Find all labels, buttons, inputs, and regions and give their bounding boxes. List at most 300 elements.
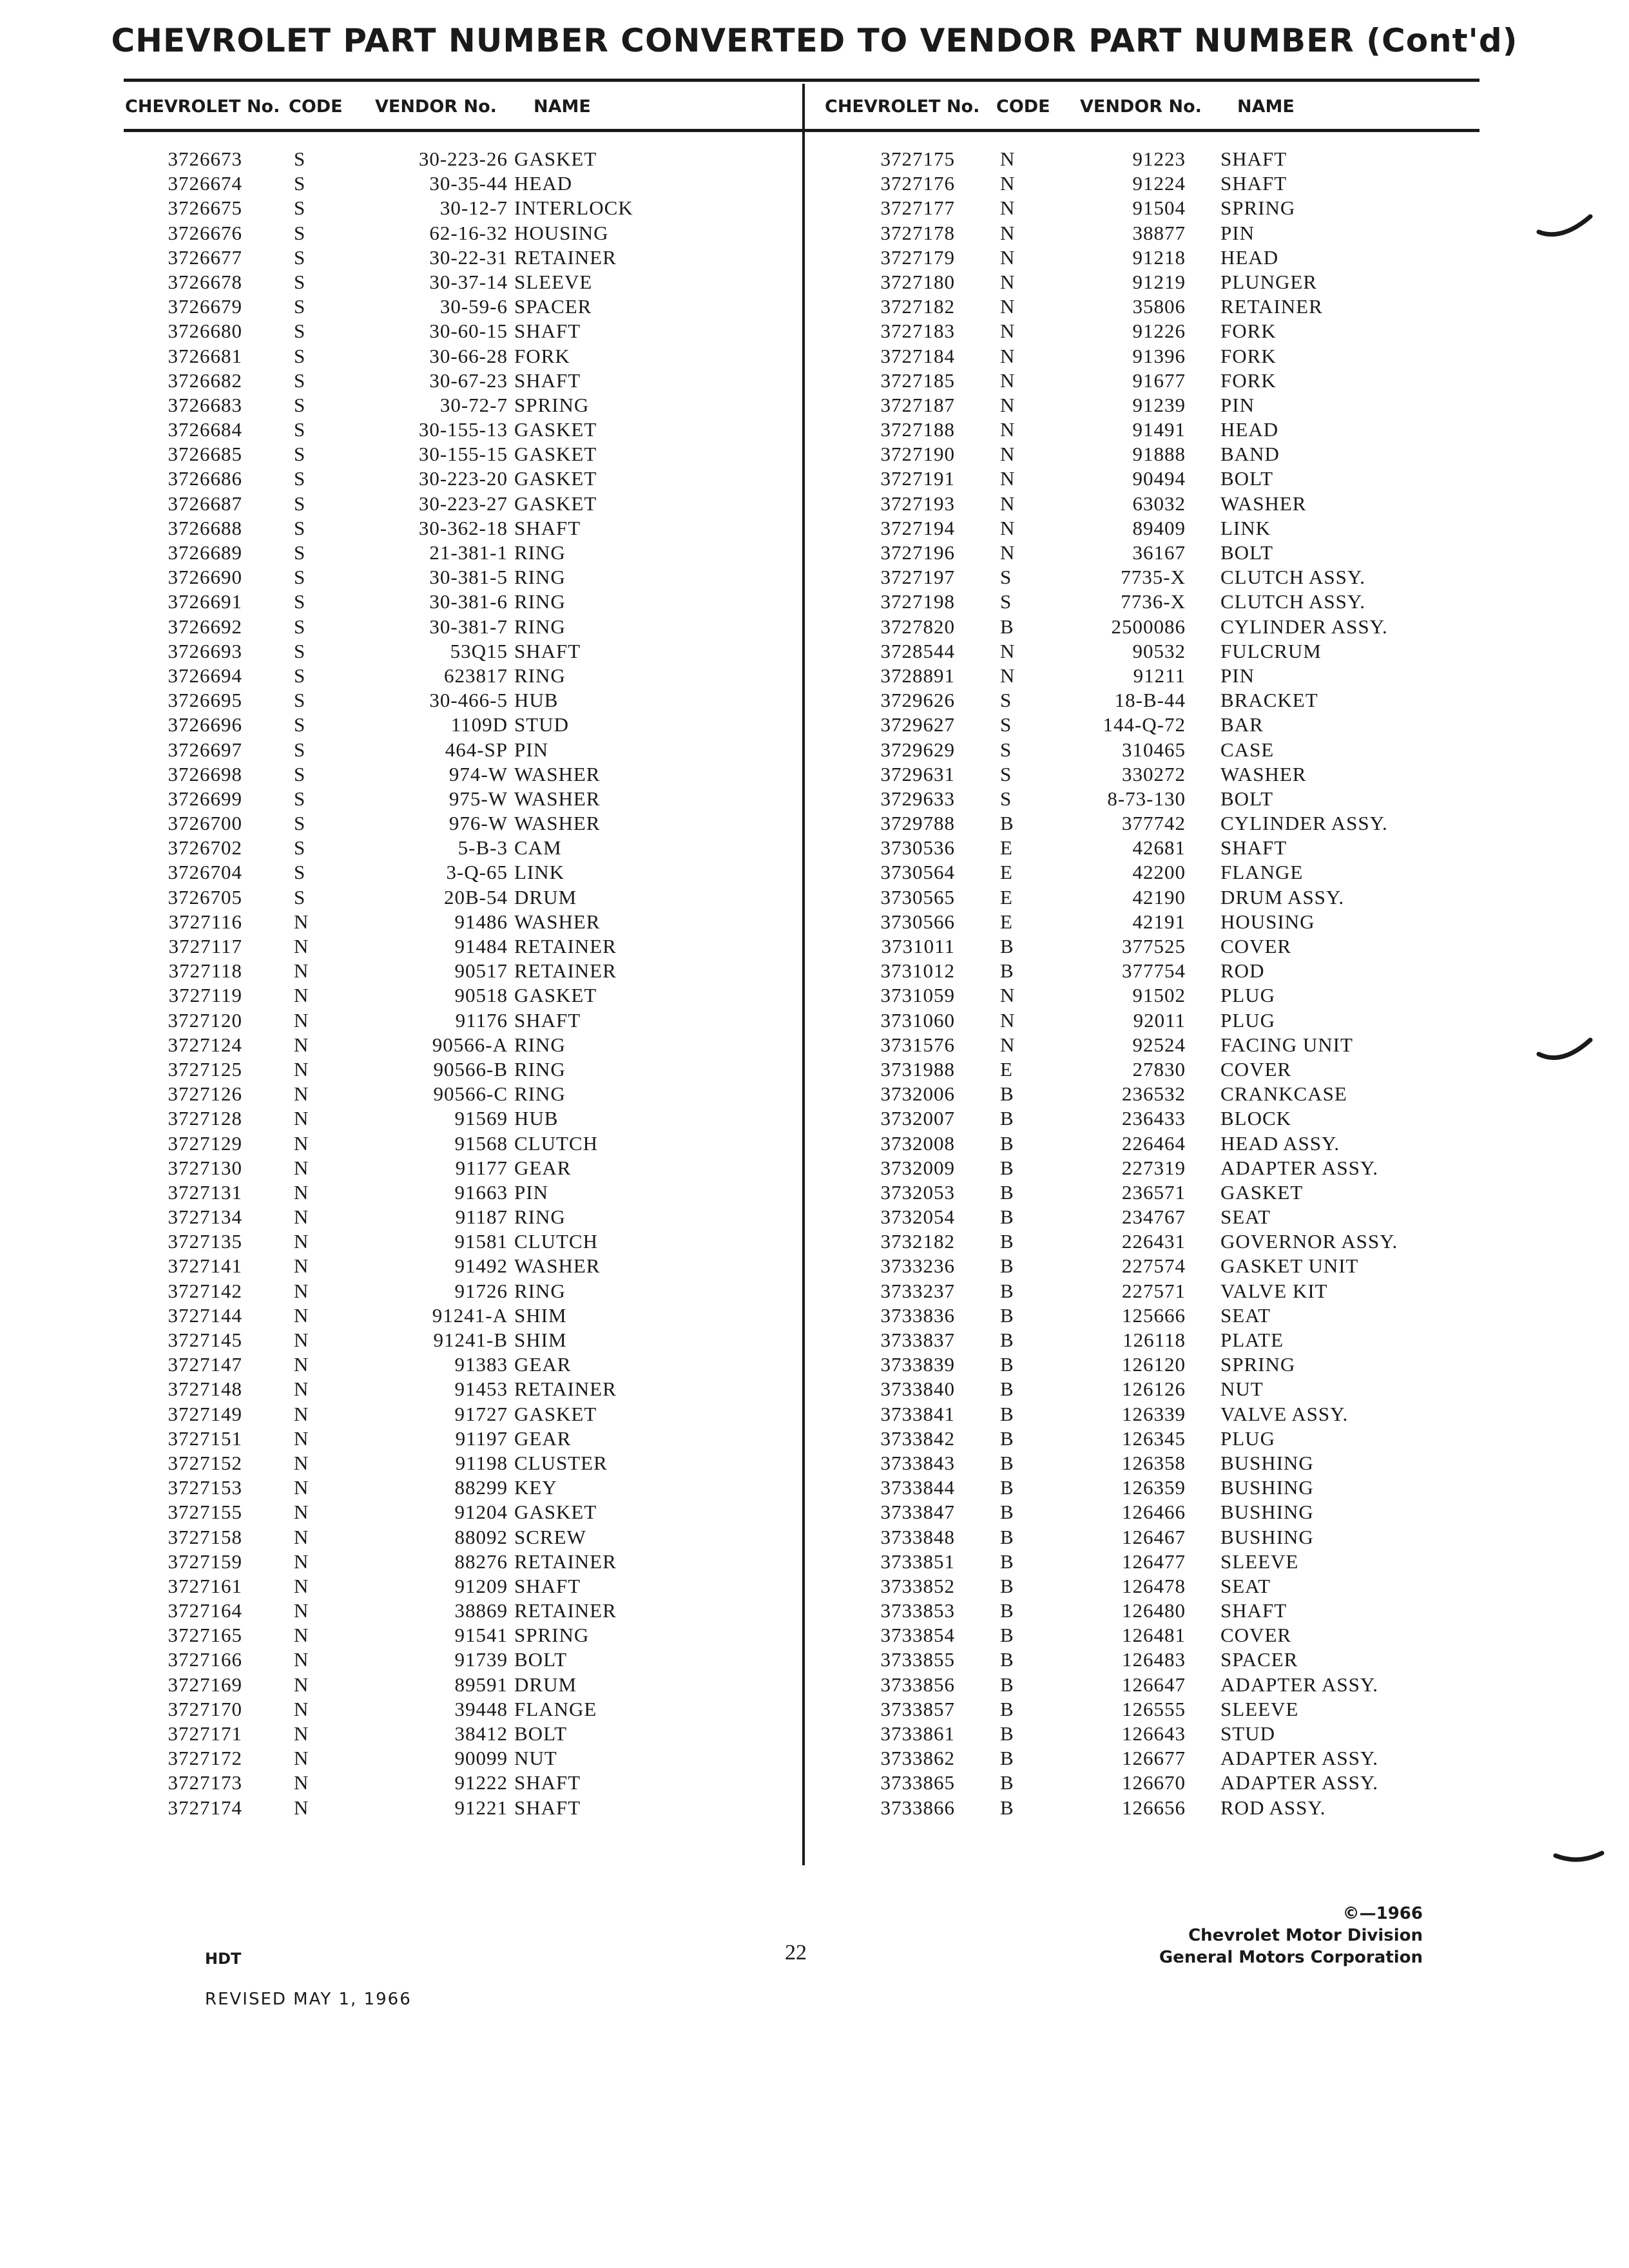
part-name-cell: BUSHING (1220, 1476, 1314, 1499)
table-row (0, 418, 1629, 442)
chevrolet-number-cell: 3732006 (880, 1082, 955, 1106)
code-cell: N (294, 959, 309, 983)
chevrolet-number-cell: 3726682 (168, 369, 242, 392)
part-name-cell: PLUG (1220, 984, 1275, 1007)
chevrolet-number-cell: 3732053 (880, 1180, 955, 1204)
code-cell: N (294, 1599, 309, 1622)
code-cell: S (294, 689, 306, 712)
vendor-number-cell: 91204 (454, 1501, 508, 1524)
vendor-number-cell: 42681 (1132, 836, 1186, 860)
part-name-cell: ADAPTER ASSY. (1220, 1747, 1379, 1770)
table-row (0, 171, 1629, 196)
table-row (0, 811, 1629, 836)
part-name-cell: RING (514, 1206, 566, 1229)
table-row (0, 1229, 1629, 1254)
code-cell: N (1000, 984, 1016, 1007)
code-cell: N (294, 1131, 309, 1155)
vendor-number-cell: 91491 (1132, 418, 1186, 441)
part-name-cell: PLUG (1220, 1427, 1275, 1450)
table-row (0, 762, 1629, 787)
part-name-cell: RING (514, 664, 566, 687)
vendor-number-cell: 90517 (454, 959, 508, 983)
code-cell: N (294, 1107, 309, 1130)
part-name-cell: PIN (1220, 664, 1255, 687)
header-chevrolet-no-left: CHEVROLET No. (125, 97, 280, 117)
vendor-number-cell: 38412 (454, 1722, 508, 1745)
part-name-cell: CRANKCASE (1220, 1082, 1347, 1106)
vendor-number-cell: 90566-C (433, 1082, 508, 1106)
part-name-cell: PIN (1220, 393, 1255, 416)
page-title: CHEVROLET PART NUMBER CONVERTED TO VENDOR PART NUMBER (Cont'd) (111, 22, 1518, 59)
table-row (0, 466, 1629, 491)
part-name-cell: WASHER (514, 1254, 601, 1278)
part-name-cell: HEAD ASSY. (1220, 1131, 1340, 1155)
chevrolet-number-cell: 3726680 (168, 320, 242, 343)
vendor-number-cell: 30-35-44 (429, 172, 508, 195)
chevrolet-number-cell: 3727147 (168, 1353, 242, 1376)
chevrolet-number-cell: 3727182 (880, 295, 955, 318)
code-cell: S (294, 738, 306, 761)
vendor-number-cell: 377742 (1122, 812, 1186, 835)
vendor-number-cell: 42190 (1132, 885, 1186, 908)
vendor-number-cell: 91226 (1132, 320, 1186, 343)
table-row (0, 1303, 1629, 1328)
chevrolet-number-cell: 3727187 (880, 393, 955, 416)
part-name-cell: PLATE (1220, 1329, 1284, 1351)
code-cell: N (294, 1254, 309, 1278)
vendor-number-cell: 27830 (1132, 1057, 1186, 1081)
header-code-left: CODE (289, 97, 343, 117)
part-name-cell: WASHER (514, 787, 601, 810)
corporation: General Motors Corporation (1159, 1948, 1423, 1967)
part-name-cell: COVER (1220, 935, 1292, 957)
table-row (0, 664, 1629, 688)
code-cell: S (294, 885, 306, 908)
vendor-number-cell: 90518 (454, 984, 508, 1007)
table-row (0, 1254, 1629, 1278)
part-name-cell: HUB (514, 1107, 559, 1130)
chevrolet-number-cell: 3727172 (168, 1747, 242, 1770)
chevrolet-number-cell: 3727196 (880, 541, 955, 564)
chevrolet-number-cell: 3732182 (880, 1230, 955, 1253)
vendor-number-cell: 30-362-18 (418, 516, 508, 539)
chevrolet-number-cell: 3733852 (880, 1574, 955, 1597)
code-cell: S (294, 812, 306, 835)
part-name-cell: RETAINER (514, 245, 617, 269)
revised-date: REVISED MAY 1, 1966 (205, 1990, 412, 2009)
vendor-number-cell: 623817 (444, 664, 508, 687)
division: Chevrolet Motor Division (1188, 1926, 1423, 1945)
vendor-number-cell: 126677 (1122, 1747, 1186, 1770)
vendor-number-cell: 126483 (1122, 1648, 1186, 1671)
vendor-number-cell: 8-73-130 (1107, 787, 1186, 810)
table-row (0, 959, 1629, 983)
table-row (0, 1328, 1629, 1352)
part-name-cell: SEAT (1220, 1303, 1271, 1327)
code-cell: B (1000, 1574, 1014, 1597)
table-row (0, 836, 1629, 860)
part-name-cell: SHIM (514, 1329, 567, 1351)
table-row (0, 1451, 1629, 1475)
code-cell: S (294, 516, 306, 539)
code-cell: N (294, 1329, 309, 1351)
vendor-number-cell: 126126 (1122, 1378, 1186, 1401)
code-cell: S (294, 197, 306, 220)
chevrolet-number-cell: 3730566 (880, 910, 955, 933)
part-name-cell: RETAINER (514, 1550, 617, 1573)
chevrolet-number-cell: 3730565 (880, 885, 955, 908)
table-row (0, 787, 1629, 811)
chevrolet-number-cell: 3727174 (168, 1796, 242, 1819)
vendor-number-cell: 91453 (454, 1378, 508, 1401)
part-name-cell: GASKET (514, 984, 597, 1007)
vendor-number-cell: 126478 (1122, 1574, 1186, 1597)
part-name-cell: VALVE ASSY. (1220, 1402, 1349, 1425)
vendor-number-cell: 88092 (454, 1525, 508, 1548)
part-name-cell: BOLT (514, 1648, 568, 1671)
code-cell: S (294, 762, 306, 785)
chevrolet-number-cell: 3727194 (880, 516, 955, 539)
vendor-number-cell: 227574 (1122, 1254, 1186, 1278)
vendor-number-cell: 126643 (1122, 1722, 1186, 1745)
code-cell: N (294, 1624, 309, 1647)
chevrolet-number-cell: 3727151 (168, 1427, 242, 1450)
part-name-cell: BUSHING (1220, 1525, 1314, 1548)
chevrolet-number-cell: 3733847 (880, 1501, 955, 1524)
code-cell: N (294, 1230, 309, 1253)
chevrolet-number-cell: 3733236 (880, 1254, 955, 1278)
code-cell: S (294, 369, 306, 392)
code-cell: N (294, 1771, 309, 1794)
vendor-number-cell: 91221 (454, 1796, 508, 1819)
vendor-number-cell: 30-381-5 (429, 566, 508, 589)
chevrolet-number-cell: 3726687 (168, 492, 242, 515)
vendor-number-cell: 126345 (1122, 1427, 1186, 1450)
vendor-number-cell: 30-155-13 (418, 418, 508, 441)
vendor-number-cell: 90494 (1132, 467, 1186, 490)
chevrolet-number-cell: 3733865 (880, 1771, 955, 1794)
part-name-cell: GASKET (514, 467, 597, 490)
code-cell: N (294, 1206, 309, 1229)
code-cell: S (294, 664, 306, 687)
chevrolet-number-cell: 3729626 (880, 689, 955, 712)
code-cell: B (1000, 1747, 1014, 1770)
chevrolet-number-cell: 3727155 (168, 1501, 242, 1524)
chevrolet-number-cell: 3727165 (168, 1624, 242, 1647)
chevrolet-number-cell: 3732054 (880, 1206, 955, 1229)
check-mark-icon (1536, 213, 1594, 245)
code-cell: N (1000, 467, 1016, 490)
part-name-cell: RETAINER (514, 935, 617, 957)
code-cell: N (1000, 418, 1016, 441)
part-name-cell: SHIM (514, 1303, 567, 1327)
vendor-number-cell: 30-223-26 (418, 148, 508, 170)
part-name-cell: FORK (1220, 344, 1277, 367)
table-row (0, 442, 1629, 466)
vendor-number-cell: 975-W (448, 787, 508, 810)
vendor-number-cell: 310465 (1122, 738, 1186, 761)
table-row (0, 1352, 1629, 1377)
header-rule (124, 129, 1480, 132)
vendor-number-cell: 236532 (1122, 1082, 1186, 1106)
code-cell: B (1000, 1599, 1014, 1622)
vendor-number-cell: 126647 (1122, 1673, 1186, 1696)
code-cell: S (1000, 713, 1012, 736)
code-cell: N (294, 1451, 309, 1474)
part-name-cell: ADAPTER ASSY. (1220, 1771, 1379, 1794)
chevrolet-number-cell: 3733855 (880, 1648, 955, 1671)
table-row (0, 1082, 1629, 1106)
code-cell: S (294, 320, 306, 343)
part-name-cell: SLEEVE (1220, 1697, 1299, 1720)
code-cell: S (294, 590, 306, 613)
code-cell: S (1000, 762, 1012, 785)
vendor-number-cell: 377525 (1122, 935, 1186, 957)
chevrolet-number-cell: 3727193 (880, 492, 955, 515)
code-cell: N (294, 1402, 309, 1425)
code-cell: N (1000, 516, 1016, 539)
chevrolet-number-cell: 3731988 (880, 1057, 955, 1081)
chevrolet-number-cell: 3733839 (880, 1353, 955, 1376)
part-name-cell: RING (514, 590, 566, 613)
part-name-cell: CYLINDER ASSY. (1220, 615, 1388, 638)
part-name-cell: BOLT (1220, 787, 1274, 810)
table-row (0, 492, 1629, 516)
chevrolet-number-cell: 3733866 (880, 1796, 955, 1819)
chevrolet-number-cell: 3729627 (880, 713, 955, 736)
code-cell: S (294, 245, 306, 269)
code-cell: S (1000, 738, 1012, 761)
document-code: HDT (205, 1950, 242, 1968)
code-cell: N (294, 1525, 309, 1548)
chevrolet-number-cell: 3726681 (168, 344, 242, 367)
table-row (0, 221, 1629, 245)
vendor-number-cell: 21-381-1 (429, 541, 508, 564)
vendor-number-cell: 91218 (1132, 245, 1186, 269)
check-mark-icon (1536, 1037, 1594, 1070)
vendor-number-cell: 236571 (1122, 1180, 1186, 1204)
part-name-cell: SHAFT (514, 1008, 581, 1032)
table-row (0, 1550, 1629, 1574)
code-cell: N (1000, 344, 1016, 367)
vendor-number-cell: 126477 (1122, 1550, 1186, 1573)
chevrolet-number-cell: 3727158 (168, 1525, 242, 1548)
table-row (0, 1475, 1629, 1500)
chevrolet-number-cell: 3726695 (168, 689, 242, 712)
header-code-right: CODE (996, 97, 1050, 117)
part-name-cell: WASHER (514, 910, 601, 933)
vendor-number-cell: 91219 (1132, 270, 1186, 293)
vendor-number-cell: 126670 (1122, 1771, 1186, 1794)
code-cell: S (294, 836, 306, 860)
code-cell: B (1000, 1254, 1014, 1278)
chevrolet-number-cell: 3726675 (168, 197, 242, 220)
code-cell: N (1000, 148, 1016, 170)
part-name-cell: ROD ASSY. (1220, 1796, 1326, 1819)
vendor-number-cell: 91492 (454, 1254, 508, 1278)
table-row (0, 147, 1629, 171)
part-name-cell: FLANGE (514, 1697, 597, 1720)
code-cell: S (1000, 787, 1012, 810)
header-name-right: NAME (1237, 97, 1295, 117)
part-name-cell: SHAFT (514, 1574, 581, 1597)
chevrolet-number-cell: 3726688 (168, 516, 242, 539)
part-name-cell: GASKET (514, 1402, 597, 1425)
vendor-number-cell: 91198 (455, 1451, 508, 1474)
code-cell: B (1000, 1131, 1014, 1155)
part-name-cell: BOLT (1220, 467, 1274, 490)
vendor-number-cell: 38877 (1132, 221, 1186, 244)
part-name-cell: PLUG (1220, 1008, 1275, 1032)
chevrolet-number-cell: 3727190 (880, 443, 955, 466)
vendor-number-cell: 20B-54 (444, 885, 508, 908)
code-cell: N (294, 1550, 309, 1573)
part-name-cell: BLOCK (1220, 1107, 1292, 1130)
part-name-cell: SPACER (1220, 1648, 1298, 1671)
code-cell: N (1000, 369, 1016, 392)
table-row (0, 1057, 1629, 1082)
vendor-number-cell: 39448 (454, 1697, 508, 1720)
part-name-cell: CLUTCH ASSY. (1220, 590, 1366, 613)
code-cell: N (294, 1574, 309, 1597)
vendor-number-cell: 42191 (1132, 910, 1186, 933)
table-row (0, 983, 1629, 1008)
vendor-number-cell: 226431 (1122, 1230, 1186, 1253)
part-name-cell: COVER (1220, 1624, 1292, 1647)
chevrolet-number-cell: 3727129 (168, 1131, 242, 1155)
chevrolet-number-cell: 3727184 (880, 344, 955, 367)
part-name-cell: PIN (514, 1180, 548, 1204)
part-name-cell: DRUM (514, 885, 577, 908)
code-cell: N (1000, 443, 1016, 466)
vendor-number-cell: 234767 (1122, 1206, 1186, 1229)
header-vendor-no-right: VENDOR No. (1080, 97, 1202, 117)
chevrolet-number-cell: 3726692 (168, 615, 242, 638)
chevrolet-number-cell: 3727171 (168, 1722, 242, 1745)
code-cell: S (294, 148, 306, 170)
chevrolet-number-cell: 3727126 (168, 1082, 242, 1106)
vendor-number-cell: 126358 (1122, 1451, 1186, 1474)
table-row (0, 245, 1629, 270)
code-cell: B (1000, 1722, 1014, 1745)
chevrolet-number-cell: 3726677 (168, 245, 242, 269)
part-name-cell: FORK (1220, 320, 1277, 343)
part-name-cell: ADAPTER ASSY. (1220, 1156, 1379, 1179)
table-row (0, 713, 1629, 737)
vendor-number-cell: 30-37-14 (429, 270, 508, 293)
table-row (0, 738, 1629, 762)
vendor-number-cell: 30-60-15 (429, 320, 508, 343)
code-cell: S (1000, 689, 1012, 712)
code-cell: B (1000, 1230, 1014, 1253)
code-cell: B (1000, 1107, 1014, 1130)
code-cell: N (1000, 295, 1016, 318)
vendor-number-cell: 91224 (1132, 172, 1186, 195)
part-name-cell: HOUSING (514, 221, 609, 244)
chevrolet-number-cell: 3727124 (168, 1033, 242, 1056)
vendor-number-cell: 974-W (448, 762, 508, 785)
code-cell: N (294, 1747, 309, 1770)
code-cell: N (294, 1033, 309, 1056)
code-cell: B (1000, 1451, 1014, 1474)
vendor-number-cell: 330272 (1122, 762, 1186, 785)
table-row (0, 934, 1629, 959)
vendor-number-cell: 91502 (1132, 984, 1186, 1007)
vendor-number-cell: 30-72-7 (439, 393, 508, 416)
vendor-number-cell: 38869 (454, 1599, 508, 1622)
vendor-number-cell: 91663 (454, 1180, 508, 1204)
chevrolet-number-cell: 3726679 (168, 295, 242, 318)
vendor-number-cell: 35806 (1132, 295, 1186, 318)
part-name-cell: CAM (514, 836, 562, 860)
chevrolet-number-cell: 3727120 (168, 1008, 242, 1032)
part-name-cell: INTERLOCK (514, 197, 633, 220)
chevrolet-number-cell: 3727159 (168, 1550, 242, 1573)
chevrolet-number-cell: 3727149 (168, 1402, 242, 1425)
part-name-cell: BOLT (1220, 541, 1274, 564)
table-row (0, 1648, 1629, 1672)
code-cell: N (294, 1353, 309, 1376)
code-cell: S (294, 295, 306, 318)
table-row (0, 1131, 1629, 1156)
part-name-cell: BAR (1220, 713, 1264, 736)
chevrolet-number-cell: 3727173 (168, 1771, 242, 1794)
part-name-cell: RETAINER (514, 1378, 617, 1401)
header-name-left: NAME (534, 97, 591, 117)
vendor-number-cell: 91581 (454, 1230, 508, 1253)
vendor-number-cell: 144-Q-72 (1103, 713, 1186, 736)
chevrolet-number-cell: 3727148 (168, 1378, 242, 1401)
table-row (0, 1599, 1629, 1623)
code-cell: N (294, 1648, 309, 1671)
part-name-cell: WASHER (1220, 492, 1307, 515)
vendor-number-cell: 3-Q-65 (446, 861, 508, 884)
part-name-cell: GEAR (514, 1353, 572, 1376)
chevrolet-number-cell: 3727188 (880, 418, 955, 441)
table-row (0, 1033, 1629, 1057)
vendor-number-cell: 91211 (1133, 664, 1186, 687)
chevrolet-number-cell: 3733840 (880, 1378, 955, 1401)
code-cell: S (1000, 590, 1012, 613)
chevrolet-number-cell: 3733843 (880, 1451, 955, 1474)
code-cell: N (1000, 664, 1016, 687)
table-row (0, 1525, 1629, 1550)
code-cell: B (1000, 1303, 1014, 1327)
chevrolet-number-cell: 3733844 (880, 1476, 955, 1499)
chevrolet-number-cell: 3727180 (880, 270, 955, 293)
vendor-number-cell: 226464 (1122, 1131, 1186, 1155)
part-name-cell: SHAFT (514, 1771, 581, 1794)
vendor-number-cell: 91383 (454, 1353, 508, 1376)
code-cell: B (1000, 1156, 1014, 1179)
chevrolet-number-cell: 3726686 (168, 467, 242, 490)
vendor-number-cell: 30-223-20 (418, 467, 508, 490)
table-row (0, 1722, 1629, 1746)
code-cell: B (1000, 615, 1014, 638)
part-name-cell: RING (514, 1033, 566, 1056)
vendor-number-cell: 90099 (454, 1747, 508, 1770)
vendor-number-cell: 42200 (1132, 861, 1186, 884)
chevrolet-number-cell: 3727820 (880, 615, 955, 638)
vendor-number-cell: 91177 (455, 1156, 508, 1179)
code-cell: N (294, 1279, 309, 1302)
code-cell: N (294, 1427, 309, 1450)
part-name-cell: BRACKET (1220, 689, 1318, 712)
chevrolet-number-cell: 3727141 (168, 1254, 242, 1278)
code-cell: S (294, 221, 306, 244)
chevrolet-number-cell: 3727145 (168, 1329, 242, 1351)
chevrolet-number-cell: 3733854 (880, 1624, 955, 1647)
